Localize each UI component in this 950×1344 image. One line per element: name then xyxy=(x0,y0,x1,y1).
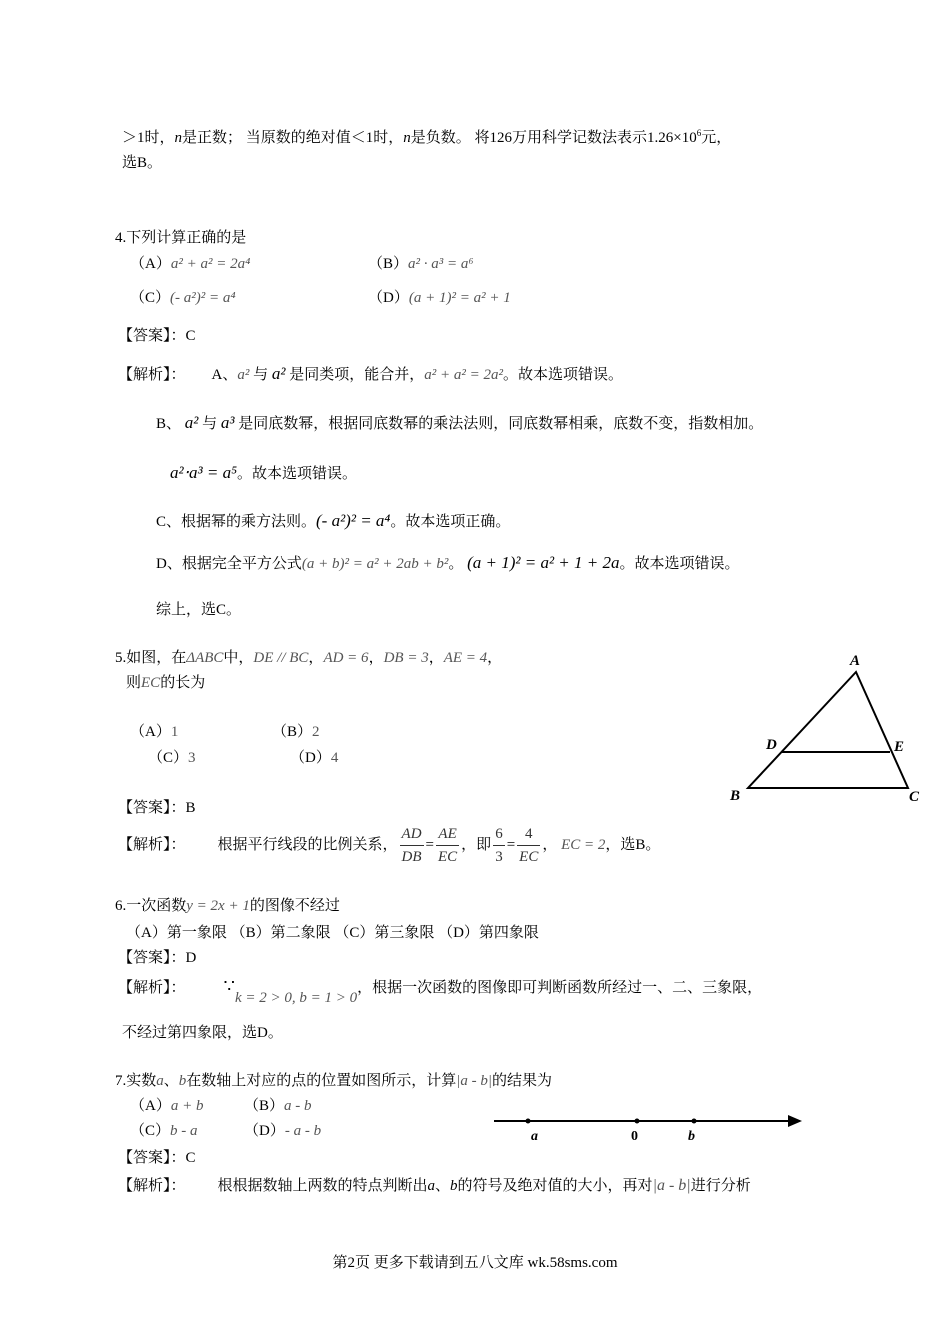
fraction-4-ec xyxy=(517,823,540,868)
text: 5.如图，在 xyxy=(115,650,187,666)
triangle-figure xyxy=(720,646,930,808)
denominator: EC xyxy=(519,849,539,866)
text: ，选B。 xyxy=(605,837,661,853)
expr: DB = 3 xyxy=(383,650,429,666)
expr: |a - b| xyxy=(652,1177,691,1194)
label-c: C xyxy=(909,789,920,805)
option-label: （A） xyxy=(130,1098,171,1114)
text: 的图像不经过 xyxy=(249,898,340,914)
triangle-abc xyxy=(748,672,908,788)
fraction-ad-db xyxy=(400,823,424,868)
expr: a² + a² = 2a² xyxy=(424,367,503,383)
q4-title: 4.下列计算正确的是 xyxy=(115,230,247,246)
intro-text: 元， xyxy=(701,130,732,146)
intro-line-1 xyxy=(122,128,731,148)
label-b: B xyxy=(730,788,741,804)
text: 、 xyxy=(163,1073,179,1089)
text: 中， xyxy=(223,650,254,666)
label-a: A xyxy=(850,653,861,669)
q7-answer: 【答案】：C xyxy=(118,1150,196,1166)
text: ， xyxy=(428,650,444,666)
expr: y = 2x + 1 xyxy=(186,898,250,914)
var-b: b xyxy=(450,1178,458,1194)
label-e: E xyxy=(894,739,905,755)
intro-text: 是负数。 将126万用科学记数法表示1.26×10 xyxy=(410,130,697,146)
intro-text: 是正数； 当原数的绝对值＜1时， xyxy=(182,130,404,146)
text: D、根据完全平方公式 xyxy=(156,556,302,572)
text: 在数轴上对应的点的位置如图所示，计算 xyxy=(186,1073,457,1089)
text: B、 xyxy=(156,416,182,432)
q5-option-c xyxy=(148,748,196,768)
q4-option-d xyxy=(368,288,511,308)
analysis-label: 【解析】： xyxy=(118,1178,186,1194)
expr-a2: a² xyxy=(184,413,199,432)
intro-line-2: 选B。 xyxy=(122,155,163,171)
denominator: DB xyxy=(401,849,422,866)
q4-analysis-b2 xyxy=(170,463,357,484)
option-value: 3 xyxy=(188,750,196,766)
analysis-label: 【解析】： xyxy=(118,980,186,996)
q5-answer: 【答案】：B xyxy=(118,800,196,816)
exponent: 6 xyxy=(696,128,702,138)
expr-a3: a³ xyxy=(220,413,235,432)
expr: k = 2 > 0, b = 1 > 0 xyxy=(234,990,358,1006)
axis-label-a: a xyxy=(531,1129,538,1144)
q4-analysis-d xyxy=(156,553,740,574)
q7-title xyxy=(115,1071,552,1091)
option-value: 2 xyxy=(312,724,320,740)
expr: AD = 6 xyxy=(323,650,369,666)
text: 的结果为 xyxy=(492,1073,553,1089)
text: 进行分析 xyxy=(690,1178,751,1194)
q5-option-d xyxy=(290,748,338,768)
denominator: 3 xyxy=(495,849,503,866)
expr: DE // BC xyxy=(253,650,309,666)
text: 是同类项，能合并， xyxy=(289,367,425,383)
var-a: a xyxy=(156,1073,164,1089)
var-n: n xyxy=(174,130,183,146)
numerator: 4 xyxy=(517,823,540,846)
option-expr: a² + a² = 2a⁴ xyxy=(170,256,251,272)
text: 、 xyxy=(435,1178,451,1194)
text: 7.实数 xyxy=(115,1073,157,1089)
expr: EC xyxy=(141,675,161,691)
option-label: （B） xyxy=(244,1098,285,1114)
option-label: （C） xyxy=(130,290,171,306)
option-value: 4 xyxy=(330,750,339,766)
q4-analysis-b xyxy=(156,413,763,434)
text: 是同底数幂，根据同底数幂的乘法法则，同底数幂相乘，底数不变，指数相加。 xyxy=(238,416,764,432)
option-label: （A） xyxy=(130,256,171,272)
option-label: （B） xyxy=(272,724,313,740)
point-a xyxy=(526,1119,531,1124)
fraction-6-3 xyxy=(493,823,505,868)
q7-option-b xyxy=(244,1096,312,1116)
q4-option-b xyxy=(368,254,474,274)
text: 的符号及绝对值的大小，再对 xyxy=(457,1178,653,1194)
text: 与 xyxy=(202,416,218,432)
expr: AE = 4 xyxy=(443,650,488,666)
option-label: （C） xyxy=(130,1123,171,1139)
text: 。故本选项错误。 xyxy=(619,556,740,572)
text: 则 xyxy=(126,675,142,691)
q4-analysis-a xyxy=(118,364,623,385)
q6-analysis xyxy=(118,976,763,1006)
var-a: a xyxy=(427,1178,436,1194)
q6-analysis-2: 不经过第四象限，选D。 xyxy=(122,1025,283,1041)
text: ， xyxy=(368,650,384,666)
intro-text: ＞1时， xyxy=(122,130,175,146)
q7-option-d xyxy=(244,1121,321,1141)
option-label: （C） xyxy=(148,750,189,766)
option-label: （D） xyxy=(368,290,409,306)
expr: |a - b| xyxy=(456,1073,493,1089)
q6-title xyxy=(115,896,340,916)
analysis-label: 【解析】： xyxy=(118,837,186,853)
expr: (- a²)² = a⁴ xyxy=(316,511,391,530)
q7-option-c xyxy=(130,1121,198,1141)
point-zero xyxy=(635,1119,640,1124)
axis-arrow-icon xyxy=(788,1115,802,1127)
var-b: b xyxy=(178,1073,187,1089)
numerator: AD xyxy=(400,823,424,846)
text: A、 xyxy=(211,367,238,383)
text: 。故本选项错误。 xyxy=(503,367,624,383)
q7-analysis xyxy=(118,1176,751,1196)
q4-summary: 综上，选C。 xyxy=(156,602,242,618)
q6-options: （A）第一象限 （B）第二象限 （C）第三象限 （D）第四象限 xyxy=(126,925,539,941)
q5-analysis: 【解析】： 根据平行线段的比例关系， $\frac{AD}{DB}$ = $\frac{AE}{EC}$ ，即 $\frac{6}{3}$ = $\frac{4}{EC}$ ， EC = 2，选B。 xyxy=(118,820,660,870)
option-label: （D） xyxy=(290,750,331,766)
numerator: 6 xyxy=(493,823,505,846)
text: 根据平行线段的比例关系， xyxy=(217,837,398,853)
option-label: （B） xyxy=(368,256,409,272)
label-d: D xyxy=(766,737,777,753)
text: 6.一次函数 xyxy=(115,898,187,914)
q5-option-b xyxy=(272,722,320,742)
expr: (a + b)² = a² + 2ab + b² xyxy=(301,556,449,572)
text: ， xyxy=(487,650,503,666)
option-expr: a² · a³ = a⁶ xyxy=(408,256,474,272)
var-n: n xyxy=(403,130,411,146)
number-line-figure xyxy=(488,1110,808,1146)
q5-option-a xyxy=(130,722,178,742)
axis-label-zero: 0 xyxy=(631,1129,638,1144)
option-label: （A） xyxy=(130,724,171,740)
fraction-ae-ec xyxy=(436,823,459,868)
numerator: AE xyxy=(436,823,459,846)
denominator: EC xyxy=(438,849,458,866)
expr: EC = 2 xyxy=(561,837,606,853)
q4-option-c xyxy=(130,288,236,308)
page-footer: 第2页 更多下载请到五八文库 wk.58sms.com xyxy=(332,1255,618,1271)
option-expr: b - a xyxy=(170,1123,198,1139)
text: ， xyxy=(308,650,324,666)
q5-title-2 xyxy=(126,673,205,693)
text: 。故本选项错误。 xyxy=(236,466,357,482)
q4-analysis-c xyxy=(156,511,510,532)
because-symbol: ∵ xyxy=(223,976,235,996)
text: C、根据幂的乘方法则。 xyxy=(156,514,317,530)
text: 根根据数轴上两数的特点判断出 xyxy=(217,1178,428,1194)
option-expr: (a + 1)² = a² + 1 xyxy=(408,290,511,306)
option-label: （D） xyxy=(244,1123,285,1139)
axis-label-b: b xyxy=(688,1129,695,1144)
option-expr: a + b xyxy=(170,1098,204,1114)
option-value: 1 xyxy=(170,724,179,740)
q4-option-a xyxy=(130,254,250,274)
q7-option-a xyxy=(130,1096,203,1116)
option-expr: a - b xyxy=(284,1098,312,1114)
expr: (a + 1)² = a² + 1 + 2a xyxy=(467,553,620,572)
text: 的长为 xyxy=(160,675,206,691)
text: 与 xyxy=(253,367,269,383)
q6-answer: 【答案】：D xyxy=(118,950,197,966)
q5-title xyxy=(115,648,502,668)
text: ， xyxy=(542,837,558,853)
text: ，即 xyxy=(461,837,492,853)
q4-answer: 【答案】：C xyxy=(118,328,196,344)
point-b xyxy=(692,1119,697,1124)
option-expr: - a - b xyxy=(284,1123,322,1139)
text: 。故本选项正确。 xyxy=(390,514,511,530)
expr: ΔABC xyxy=(186,650,224,666)
expr: a²⋅a³ = a⁵ xyxy=(170,463,237,482)
analysis-label: 【解析】： xyxy=(118,367,186,383)
text: ，根据一次函数的图像即可判断函数所经过一、二、三象限， xyxy=(357,980,763,996)
text: 。 xyxy=(448,556,464,572)
option-expr: (- a²)² = a⁴ xyxy=(170,290,236,306)
expr-a2: a² xyxy=(237,367,250,383)
expr-a2: a² xyxy=(271,364,286,383)
